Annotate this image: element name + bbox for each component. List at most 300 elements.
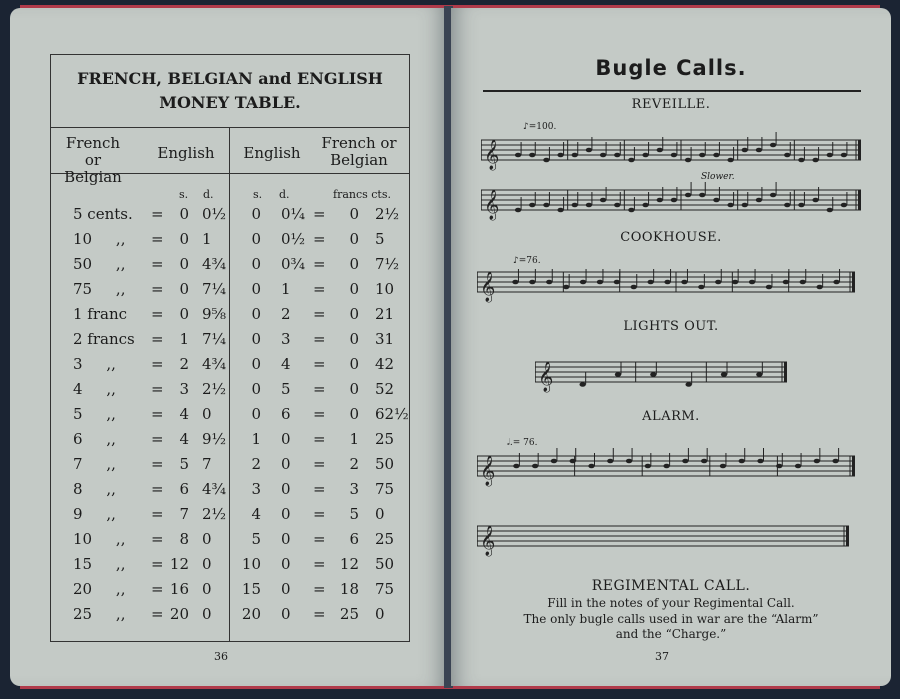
staff-alarm <box>477 448 855 488</box>
cell-eq1: = <box>151 305 164 323</box>
cell-eq2: = <box>313 605 326 623</box>
note-icon <box>827 208 833 213</box>
cell-fr: 0 <box>349 230 359 248</box>
table-row <box>51 380 409 405</box>
note-icon <box>647 280 653 285</box>
cell-s2: 0 <box>251 280 261 298</box>
cell-s: 0 <box>179 305 189 323</box>
note-icon <box>631 285 637 290</box>
cell-cts: 25 <box>375 530 395 548</box>
note-icon <box>798 203 804 208</box>
cell-s2: 0 <box>251 380 261 398</box>
note-icon <box>770 193 776 198</box>
cell-s2: 0 <box>251 230 261 248</box>
note-icon <box>600 198 606 203</box>
cell-d2: 0 <box>281 605 291 623</box>
cell-fr: 0 <box>349 305 359 323</box>
cell-fr: 2 <box>349 455 359 473</box>
cell-s2: 15 <box>241 580 261 598</box>
table-row <box>51 330 409 355</box>
note-icon <box>614 153 620 158</box>
note-icon <box>572 153 578 158</box>
cell-d: 1 <box>202 230 212 248</box>
cell-d: 2½ <box>202 380 227 398</box>
cell-eq1: = <box>151 230 164 248</box>
cell-fb: 25 ,, <box>73 605 126 623</box>
cell-cts: 2½ <box>375 205 400 223</box>
note-icon <box>515 208 521 213</box>
cell-s: 8 <box>179 530 189 548</box>
table-row <box>51 530 409 555</box>
cell-s2: 0 <box>251 255 261 273</box>
note-icon <box>615 372 621 377</box>
treble-clef-icon: 𝄞 <box>484 140 500 170</box>
cell-s2: 20 <box>241 605 261 623</box>
cell-d2: 6 <box>281 405 291 423</box>
note-icon <box>721 372 727 377</box>
note-icon <box>827 153 833 158</box>
note-icon <box>529 203 535 208</box>
title-divider <box>51 127 409 128</box>
table-row <box>51 455 409 480</box>
cell-s: 3 <box>179 380 189 398</box>
cell-s: 5 <box>179 455 189 473</box>
note-icon <box>681 280 687 285</box>
cell-d: 7¼ <box>202 330 227 348</box>
cell-fr: 0 <box>349 380 359 398</box>
note-icon <box>784 153 790 158</box>
cell-d2: 0 <box>281 530 291 548</box>
table-row <box>51 430 409 455</box>
cell-d2: 0 <box>281 580 291 598</box>
cell-eq1: = <box>151 280 164 298</box>
note-icon <box>701 459 707 464</box>
cell-d2: 4 <box>281 355 291 373</box>
cell-eq1: = <box>151 605 164 623</box>
note-icon <box>586 148 592 153</box>
table-row <box>51 405 409 430</box>
cell-fr: 12 <box>339 555 359 573</box>
cell-s2: 2 <box>251 455 261 473</box>
cell-eq2: = <box>313 280 326 298</box>
cell-eq2: = <box>313 555 326 573</box>
cell-eq2: = <box>313 430 326 448</box>
staff-regimental-call-blank[interactable] <box>477 518 849 568</box>
staff-cookhouse <box>477 264 855 304</box>
regimental-call-title: REGIMENTAL CALL. <box>591 578 751 594</box>
note-icon <box>579 382 585 387</box>
cell-eq1: = <box>151 480 164 498</box>
cell-fr: 5 <box>349 505 359 523</box>
note-icon <box>529 153 535 158</box>
cell-eq1: = <box>151 330 164 348</box>
cell-fb: 6 ,, <box>73 430 116 448</box>
cell-eq1: = <box>151 530 164 548</box>
unit-shillings-left: s. <box>179 188 189 201</box>
cell-cts: 50 <box>375 455 395 473</box>
note-icon <box>682 459 688 464</box>
note-icon <box>816 285 822 290</box>
cell-d: 0 <box>202 530 212 548</box>
left-page <box>10 8 446 686</box>
cell-fb: 3 ,, <box>73 355 116 373</box>
page-number-right: 37 <box>655 650 669 663</box>
note-icon <box>841 203 847 208</box>
cell-fb: 1 franc <box>73 305 128 323</box>
note-icon <box>715 280 721 285</box>
cell-fb: 75 ,, <box>73 280 126 298</box>
caption-line-3: and the “Charge.” <box>615 627 727 641</box>
note-icon <box>814 459 820 464</box>
cell-cts: 42 <box>375 355 395 373</box>
note-icon <box>685 193 691 198</box>
note-icon <box>742 203 748 208</box>
cell-eq2: = <box>313 580 326 598</box>
note-icon <box>800 280 806 285</box>
cell-fr: 0 <box>349 255 359 273</box>
cell-eq1: = <box>151 355 164 373</box>
note-icon <box>699 193 705 198</box>
cell-fb: 5 cents. <box>73 205 133 223</box>
cell-s: 0 <box>179 205 189 223</box>
cell-fb: 7 ,, <box>73 455 116 473</box>
cell-d: 0 <box>202 580 212 598</box>
note-icon <box>699 153 705 158</box>
cell-d: 0 <box>202 405 212 423</box>
cell-eq2: = <box>313 455 326 473</box>
cell-s: 0 <box>179 255 189 273</box>
header-french-belgian-right: French or Belgian <box>321 134 397 169</box>
staff-reveille-1 <box>481 132 861 172</box>
note-icon <box>739 459 745 464</box>
cell-fb: 50 ,, <box>73 255 126 273</box>
note-icon <box>529 280 535 285</box>
note-icon <box>572 203 578 208</box>
cell-s: 6 <box>179 480 189 498</box>
unit-pence-right: d. <box>279 188 290 201</box>
cell-s2: 0 <box>251 405 261 423</box>
right-page <box>451 8 891 686</box>
treble-clef-icon: 𝄞 <box>538 362 554 392</box>
cell-cts: 21 <box>375 305 395 323</box>
cell-fr: 0 <box>349 405 359 423</box>
cell-d2: 0 <box>281 430 291 448</box>
note-icon <box>756 148 762 153</box>
cell-eq1: = <box>151 205 164 223</box>
note-icon <box>586 203 592 208</box>
cell-cts: 5 <box>375 230 385 248</box>
cell-s: 2 <box>179 355 189 373</box>
note-icon <box>532 464 538 469</box>
staff-lights-out <box>535 354 787 394</box>
note-icon <box>713 198 719 203</box>
note-icon <box>685 158 691 163</box>
cell-cts: 25 <box>375 430 395 448</box>
money-table <box>50 54 410 642</box>
tempo-alarm: 𝅗𝅥.= 76. <box>507 438 538 448</box>
table-title-line-1: FRENCH, BELGIAN and ENGLISH <box>77 69 383 88</box>
cell-eq2: = <box>313 355 326 373</box>
treble-clef-icon: 𝄞 <box>480 456 496 486</box>
cell-s2: 0 <box>251 205 261 223</box>
call-name-alarm: ALARM. <box>642 409 700 424</box>
call-name-lights-out: LIGHTS OUT. <box>623 319 719 334</box>
table-row <box>51 355 409 380</box>
note-icon <box>626 459 632 464</box>
cell-s2: 0 <box>251 305 261 323</box>
note-icon <box>657 148 663 153</box>
cell-d2: 1 <box>281 280 291 298</box>
note-icon <box>757 459 763 464</box>
note-icon <box>720 464 726 469</box>
cell-s: 4 <box>179 430 189 448</box>
cell-fr: 3 <box>349 480 359 498</box>
cell-cts: 31 <box>375 330 395 348</box>
note-icon <box>642 153 648 158</box>
note-icon <box>671 198 677 203</box>
note-icon <box>832 459 838 464</box>
table-row <box>51 505 409 530</box>
note-icon <box>727 203 733 208</box>
note-icon <box>642 203 648 208</box>
cell-eq2: = <box>313 230 326 248</box>
note-icon <box>543 203 549 208</box>
note-icon <box>783 280 789 285</box>
note-icon <box>841 153 847 158</box>
cell-d: 0 <box>202 605 212 623</box>
note-icon <box>756 372 762 377</box>
cell-eq1: = <box>151 255 164 273</box>
cell-eq1: = <box>151 580 164 598</box>
cell-d2: 2 <box>281 305 291 323</box>
cell-s2: 5 <box>251 530 261 548</box>
cell-d2: 0 <box>281 455 291 473</box>
cell-fr: 6 <box>349 530 359 548</box>
tempo-cookhouse: ♪=76. <box>513 256 541 266</box>
cell-d: 0 <box>202 555 212 573</box>
cell-d2: 3 <box>281 330 291 348</box>
note-icon <box>580 280 586 285</box>
cell-s: 4 <box>179 405 189 423</box>
header-french-belgian-left: French or Belgian <box>64 134 122 186</box>
cell-cts: 75 <box>375 480 395 498</box>
cell-fb: 2 francs <box>73 330 135 348</box>
cell-fr: 0 <box>349 280 359 298</box>
cell-cts: 7½ <box>375 255 400 273</box>
note-icon <box>663 464 669 469</box>
cell-s: 1 <box>179 330 189 348</box>
note-icon <box>543 158 549 163</box>
cell-eq2: = <box>313 405 326 423</box>
note-icon <box>607 459 613 464</box>
note-icon <box>551 459 557 464</box>
note-icon <box>650 372 656 377</box>
cell-fb: 5 ,, <box>73 405 116 423</box>
note-icon <box>798 158 804 163</box>
note-icon <box>557 208 563 213</box>
cell-d2: 5 <box>281 380 291 398</box>
cell-fr: 18 <box>339 580 359 598</box>
unit-pence-left: d. <box>203 188 214 201</box>
cell-eq1: = <box>151 555 164 573</box>
cell-d2: 0¾ <box>281 255 306 273</box>
note-icon <box>685 382 691 387</box>
cell-eq1: = <box>151 430 164 448</box>
cell-eq1: = <box>151 455 164 473</box>
cell-eq2: = <box>313 330 326 348</box>
header-english-right: English <box>243 144 301 162</box>
staff-reveille-2 <box>481 182 861 222</box>
cell-s2: 3 <box>251 480 261 498</box>
cell-d: 9½ <box>202 430 227 448</box>
cell-s: 7 <box>179 505 189 523</box>
unit-shillings-right: s. <box>253 188 263 201</box>
note-icon <box>770 143 776 148</box>
note-icon <box>795 464 801 469</box>
note-icon <box>833 280 839 285</box>
cell-s2: 0 <box>251 330 261 348</box>
table-title <box>51 67 409 115</box>
cell-s: 16 <box>169 580 189 598</box>
table-row <box>51 230 409 255</box>
cell-fb: 10 ,, <box>73 530 126 548</box>
treble-clef-icon: 𝄞 <box>480 526 496 556</box>
note-icon <box>614 280 620 285</box>
cell-eq1: = <box>151 505 164 523</box>
note-icon <box>563 285 569 290</box>
cell-eq1: = <box>151 405 164 423</box>
note-icon <box>812 158 818 163</box>
note-icon <box>513 464 519 469</box>
cell-cts: 0 <box>375 505 385 523</box>
call-name-reveille: REVEILLE. <box>631 97 711 112</box>
note-icon <box>671 153 677 158</box>
table-row <box>51 555 409 580</box>
cell-d2: 0¼ <box>281 205 306 223</box>
cell-s2: 4 <box>251 505 261 523</box>
unit-francs-cents: francs cts. <box>333 188 391 201</box>
cell-fr: 25 <box>339 605 359 623</box>
cell-eq1: = <box>151 380 164 398</box>
cell-cts: 62½ <box>375 405 409 423</box>
treble-clef-icon: 𝄞 <box>480 272 496 302</box>
call-name-cookhouse: COOKHOUSE. <box>620 230 722 245</box>
cell-eq2: = <box>313 505 326 523</box>
note-icon <box>597 280 603 285</box>
note-icon <box>812 198 818 203</box>
note-icon <box>664 280 670 285</box>
note-icon <box>512 280 518 285</box>
cell-d2: 0 <box>281 555 291 573</box>
caption-line-1: Fill in the notes of your Regimental Call. <box>547 596 795 610</box>
cell-fr: 0 <box>349 205 359 223</box>
note-icon <box>588 464 594 469</box>
note-icon <box>546 280 552 285</box>
note-icon <box>698 285 704 290</box>
note-icon <box>713 153 719 158</box>
note-icon <box>557 153 563 158</box>
cell-fb: 10 ,, <box>73 230 126 248</box>
cell-fr: 0 <box>349 355 359 373</box>
note-icon <box>628 158 634 163</box>
tempo-reveille: ♪=100. <box>523 122 557 132</box>
cell-d: 7¼ <box>202 280 227 298</box>
cell-eq2: = <box>313 480 326 498</box>
cell-d: 7 <box>202 455 212 473</box>
cell-s2: 1 <box>251 430 261 448</box>
cell-d: 4¾ <box>202 480 227 498</box>
note-icon <box>766 285 772 290</box>
title-rule <box>483 90 861 92</box>
cell-s: 0 <box>179 230 189 248</box>
cell-d: 2½ <box>202 505 227 523</box>
note-icon <box>784 203 790 208</box>
note-icon <box>614 203 620 208</box>
cell-eq2: = <box>313 530 326 548</box>
table-row <box>51 255 409 280</box>
cell-s: 12 <box>169 555 189 573</box>
caption-line-2: The only bugle calls used in war are the “Alarm” <box>523 612 819 626</box>
note-icon <box>749 280 755 285</box>
cell-d: 4¾ <box>202 255 227 273</box>
note-icon <box>600 153 606 158</box>
note-icon <box>657 198 663 203</box>
note-icon <box>645 464 651 469</box>
table-row <box>51 205 409 230</box>
cell-fb: 4 ,, <box>73 380 116 398</box>
cell-fb: 15 ,, <box>73 555 126 573</box>
cell-eq2: = <box>313 380 326 398</box>
table-title-line-2: MONEY TABLE. <box>159 93 301 112</box>
cell-d: 9⅝ <box>202 305 227 323</box>
cell-eq2: = <box>313 205 326 223</box>
bugle-calls-title: Bugle Calls. <box>595 56 747 80</box>
cell-cts: 10 <box>375 280 395 298</box>
page-number-left: 36 <box>214 650 228 663</box>
header-english-left: English <box>157 144 215 162</box>
note-icon <box>732 280 738 285</box>
cell-cts: 75 <box>375 580 395 598</box>
cell-cts: 50 <box>375 555 395 573</box>
table-row <box>51 480 409 505</box>
cell-d: 0½ <box>202 205 227 223</box>
table-row <box>51 305 409 330</box>
table-row <box>51 580 409 605</box>
cell-d: 4¾ <box>202 355 227 373</box>
note-icon <box>742 148 748 153</box>
tempo-note-slower: Slower. <box>701 172 735 182</box>
table-row <box>51 605 409 630</box>
cell-d2: 0½ <box>281 230 306 248</box>
cell-d2: 0 <box>281 480 291 498</box>
treble-clef-icon: 𝄞 <box>484 190 500 220</box>
cell-cts: 0 <box>375 605 385 623</box>
cell-eq2: = <box>313 255 326 273</box>
cell-fb: 9 ,, <box>73 505 116 523</box>
cell-d2: 0 <box>281 505 291 523</box>
cell-s2: 0 <box>251 355 261 373</box>
cell-eq2: = <box>313 305 326 323</box>
cell-fr: 0 <box>349 330 359 348</box>
cell-s2: 10 <box>241 555 261 573</box>
table-row <box>51 280 409 305</box>
cell-fb: 20 ,, <box>73 580 126 598</box>
cell-fb: 8 ,, <box>73 480 116 498</box>
note-icon <box>628 208 634 213</box>
cell-fr: 1 <box>349 430 359 448</box>
cell-cts: 52 <box>375 380 395 398</box>
cell-s: 20 <box>169 605 189 623</box>
